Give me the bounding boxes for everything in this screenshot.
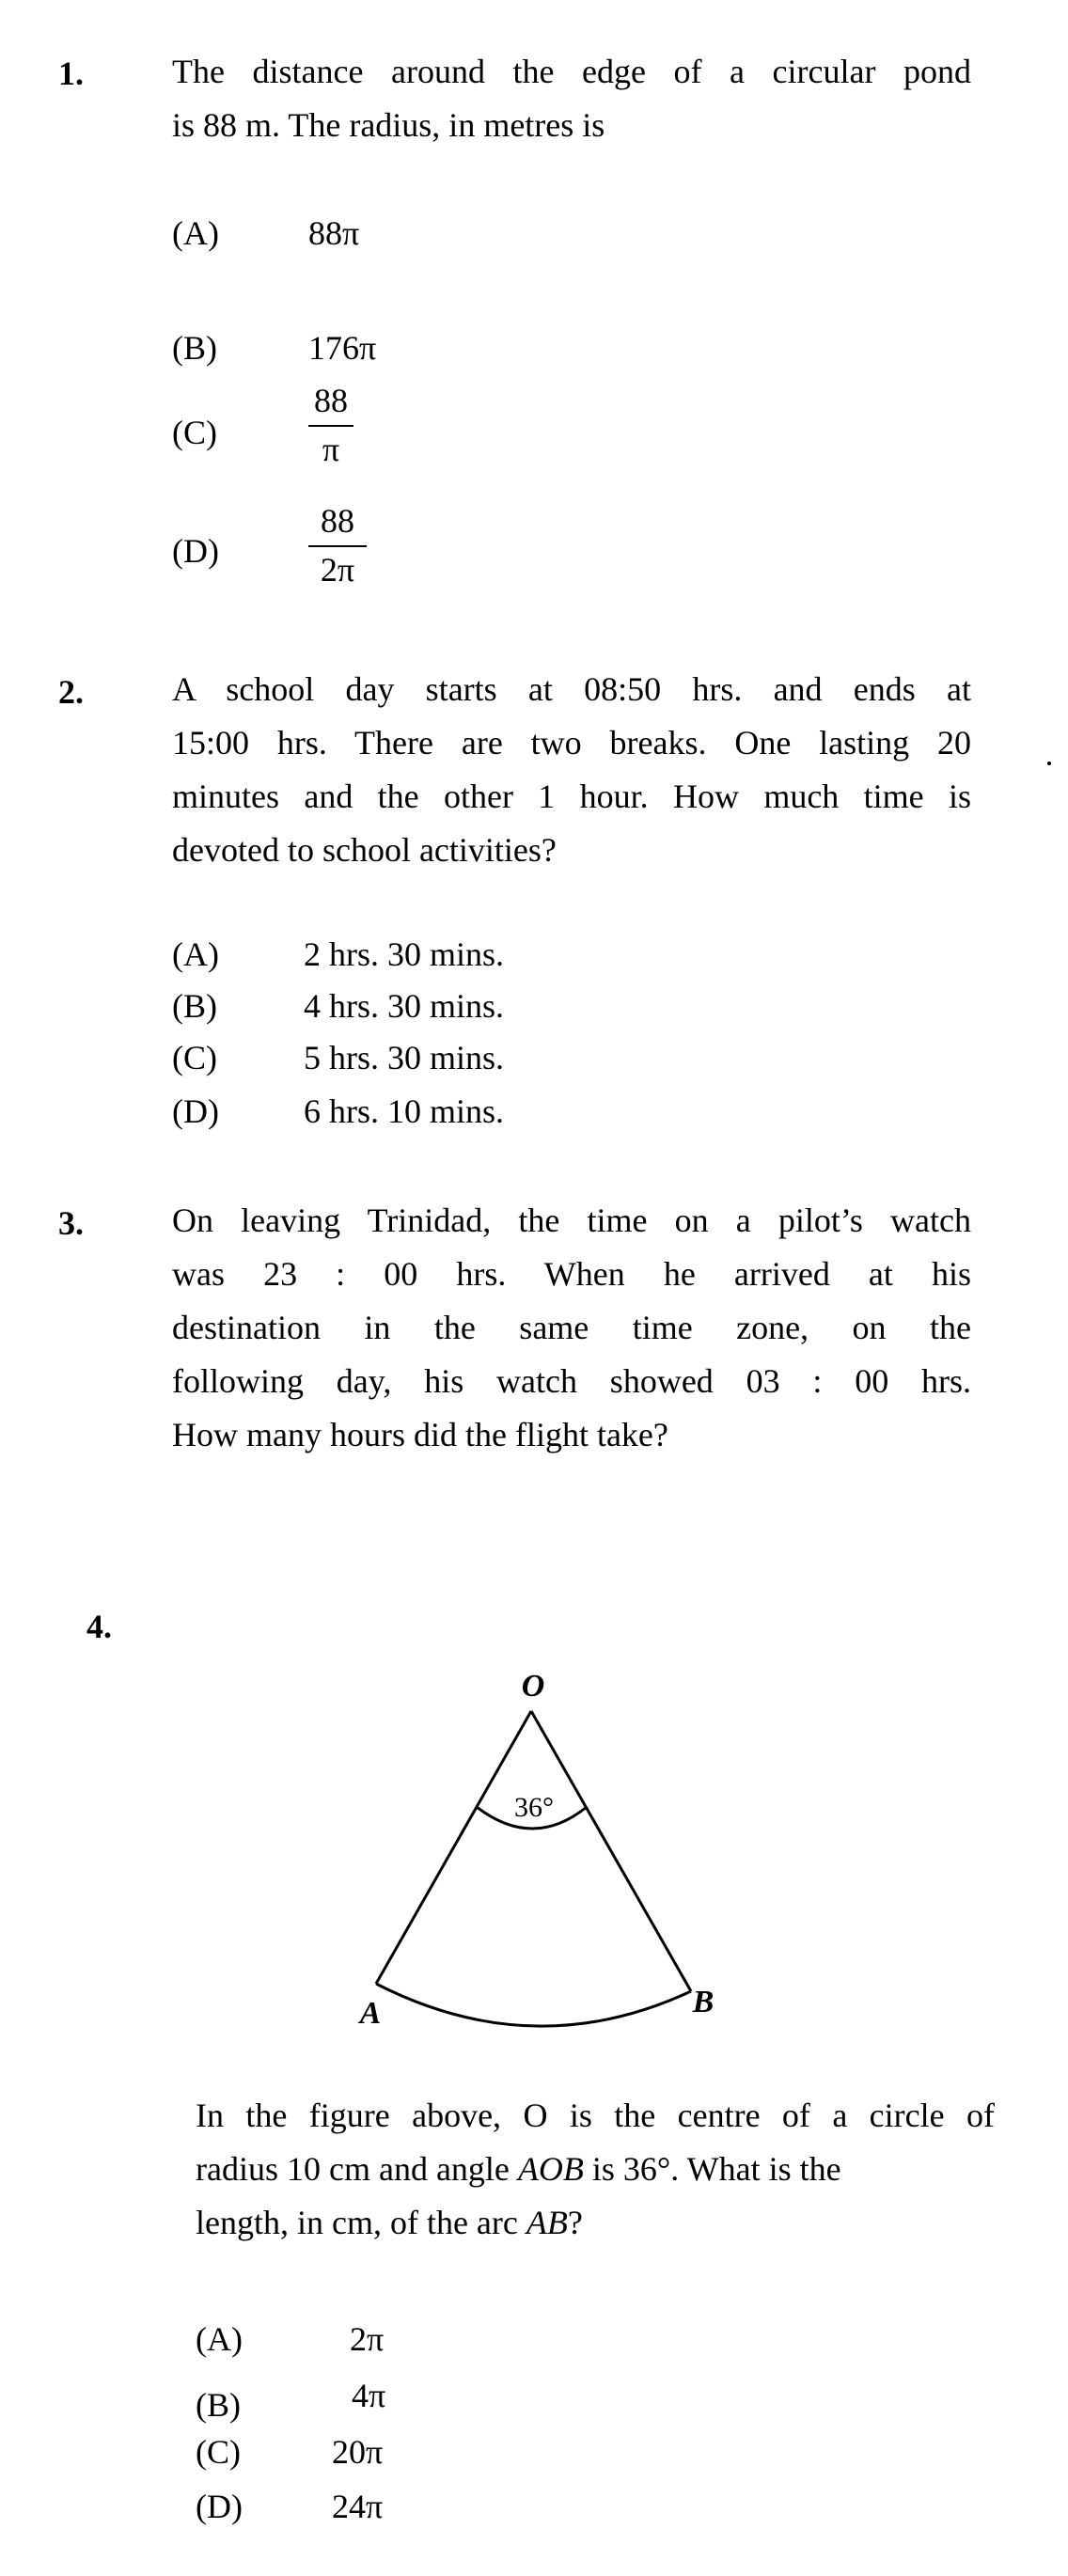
q1-option-c-label: (C) <box>172 414 217 451</box>
label-a: A <box>359 1996 382 2031</box>
q2-option-a-value: 2 hrs. 30 mins. <box>304 935 505 973</box>
q4-option-b-label: (B) <box>196 2386 241 2424</box>
q1-option-a-label: (A) <box>172 214 219 252</box>
q1-option-d-fraction-bar <box>308 545 367 547</box>
q2-option-c-label: (C) <box>172 1039 217 1076</box>
question-2-number: 2. <box>58 673 84 711</box>
question-2-line-1: A school day starts at 08:50 hrs. and ends at <box>172 670 971 708</box>
stray-dot-mark <box>1047 762 1051 765</box>
q4-option-d-value: 24π <box>332 2488 384 2525</box>
question-2-line-4: devoted to school activities? <box>172 831 557 869</box>
question-4-line-1: In the figure above, O is the centre of a circle of <box>196 2097 995 2134</box>
question-2-text <box>172 663 971 877</box>
label-angle: 36° <box>514 1792 554 1823</box>
q2-option-d-label: (D) <box>172 1092 219 1130</box>
question-3-line-4: following day, his watch showed 03 : 00 hrs. <box>172 1362 971 1400</box>
question-3-number: 3. <box>58 1204 84 1242</box>
question-4-line-3-a: length, in cm, of the arc <box>196 2204 526 2241</box>
q2-option-b-label: (B) <box>172 987 217 1025</box>
q4-option-c-value: 20π <box>332 2433 384 2471</box>
question-1-line-2: is 88 m. The radius, in metres is <box>172 106 605 144</box>
question-1-number: 1. <box>58 55 84 92</box>
q1-option-b-value: 176π <box>308 329 377 367</box>
question-2-line-2: 15:00 hrs. There are two breaks. One lasting 20 <box>172 724 971 762</box>
radius-oa <box>376 1711 531 1984</box>
question-3-text <box>172 1194 971 1462</box>
question-4-line-2-a: radius 10 cm and angle <box>196 2150 518 2188</box>
radius-ob <box>531 1711 691 1991</box>
label-o: O <box>521 1669 545 1704</box>
sector-figure <box>338 1655 733 2050</box>
q1-option-c-numerator: 88 <box>314 382 348 419</box>
q1-option-d-fraction <box>308 504 367 587</box>
q1-option-d-denominator: 2π <box>320 551 355 589</box>
q4-option-c-label: (C) <box>196 2433 241 2471</box>
question-3-line-5: How many hours did the flight take? <box>172 1416 668 1453</box>
q2-option-c-value: 5 hrs. 30 mins. <box>304 1039 505 1076</box>
arc-ab <box>376 1984 691 2026</box>
question-1-text <box>172 45 971 152</box>
q1-option-c-fraction-bar <box>308 425 353 427</box>
q4-option-a-value: 2π <box>350 2320 385 2358</box>
q1-option-c-denominator: π <box>322 431 340 468</box>
question-1-line-1: The distance around the edge of a circular pond <box>172 53 971 90</box>
question-4-line-2 <box>196 2143 995 2196</box>
question-3-line-1: On leaving Trinidad, the time on a pilot’s watch <box>172 1202 971 1239</box>
question-3-line-3: destination in the same time zone, on the <box>172 1309 971 1346</box>
q4-option-d-label: (D) <box>196 2488 243 2525</box>
q1-option-d-numerator: 88 <box>321 502 354 540</box>
q4-option-b-value: 4π <box>352 2377 386 2414</box>
q2-option-d-value: 6 hrs. 10 mins. <box>304 1092 505 1130</box>
question-4-line-2-c: is 36°. What is the <box>583 2150 841 2188</box>
question-4-line-3-ab: AB <box>526 2204 568 2241</box>
question-4-number: 4. <box>86 1608 112 1645</box>
q2-option-b-value: 4 hrs. 30 mins. <box>304 987 505 1025</box>
question-3-line-2: was 23 : 00 hrs. When he arrived at his <box>172 1255 971 1293</box>
q4-option-a-label: (A) <box>196 2320 243 2358</box>
label-b: B <box>692 1985 715 2019</box>
question-4-text <box>196 2089 995 2250</box>
question-2-line-3: minutes and the other 1 hour. How much time is <box>172 778 971 815</box>
q2-option-a-label: (A) <box>172 935 219 973</box>
q1-option-c-fraction <box>308 384 353 466</box>
q1-option-a-value: 88π <box>308 214 360 252</box>
q1-option-b-label: (B) <box>172 329 217 367</box>
question-4-line-3-c: ? <box>567 2204 583 2241</box>
question-4-line-2-aob: AOB <box>517 2150 584 2188</box>
question-4-line-3 <box>196 2196 995 2250</box>
q1-option-d-label: (D) <box>172 532 219 570</box>
